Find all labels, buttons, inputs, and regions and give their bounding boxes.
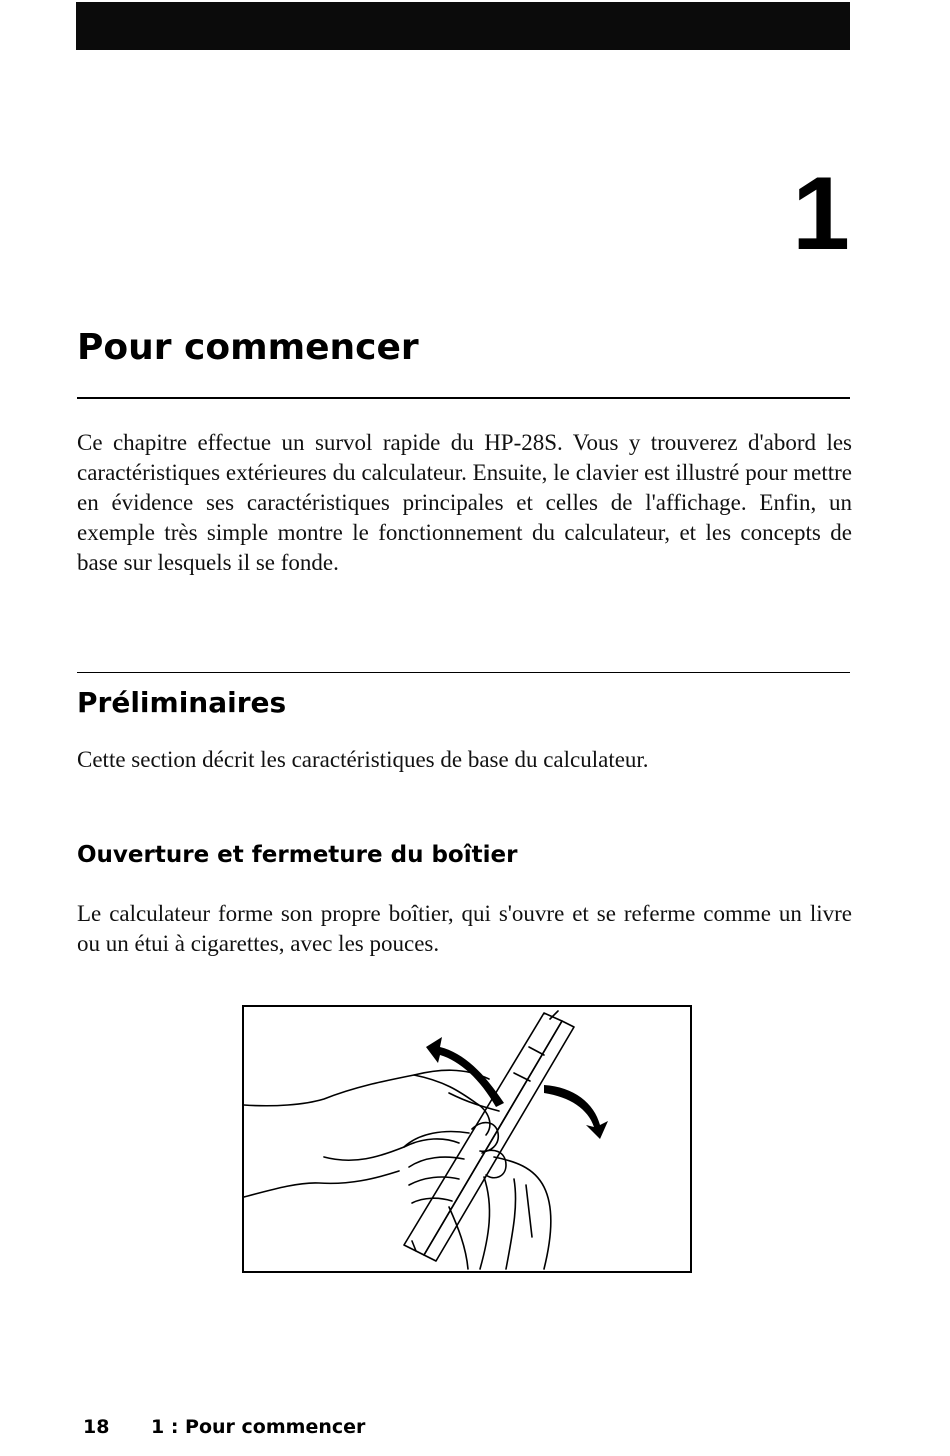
header-bar — [76, 2, 850, 50]
chapter-intro: Ce chapitre effectue un survol rapide du HP-28S. Vous y trouverez d'abord les caractéristiques extérieures du calculateur. Ensuite, le clavier est illustré pour mettre en évidence ses caractéristiques principales et celles de l'affichage. Enfin, un exemple très simple montre le fonctionnement du calculateur, et les concepts de base sur lesquels il se fonde. — [77, 430, 852, 575]
section-title: Préliminaires — [77, 686, 287, 719]
running-head: 1 : Pour commencer — [151, 1416, 366, 1438]
chapter-title: Pour commencer — [77, 327, 419, 368]
page-footer — [83, 1416, 365, 1438]
section-divider — [77, 672, 850, 673]
hands-opening-calculator-drawing — [244, 1007, 690, 1271]
subsection-body: Le calculateur forme son propre boîtier, qui s'ouvre et se referme comme un livre ou un étui à cigarettes, avec les pouces. — [77, 901, 852, 956]
calculator-opening-illustration — [242, 1005, 692, 1273]
chapter-number: 1 — [792, 156, 850, 272]
title-divider — [77, 397, 850, 399]
subsection-title: Ouverture et fermeture du boîtier — [77, 842, 518, 868]
section-description: Cette section décrit les caractéristiques de base du calculateur. — [77, 747, 649, 772]
page-number: 18 — [83, 1416, 110, 1438]
